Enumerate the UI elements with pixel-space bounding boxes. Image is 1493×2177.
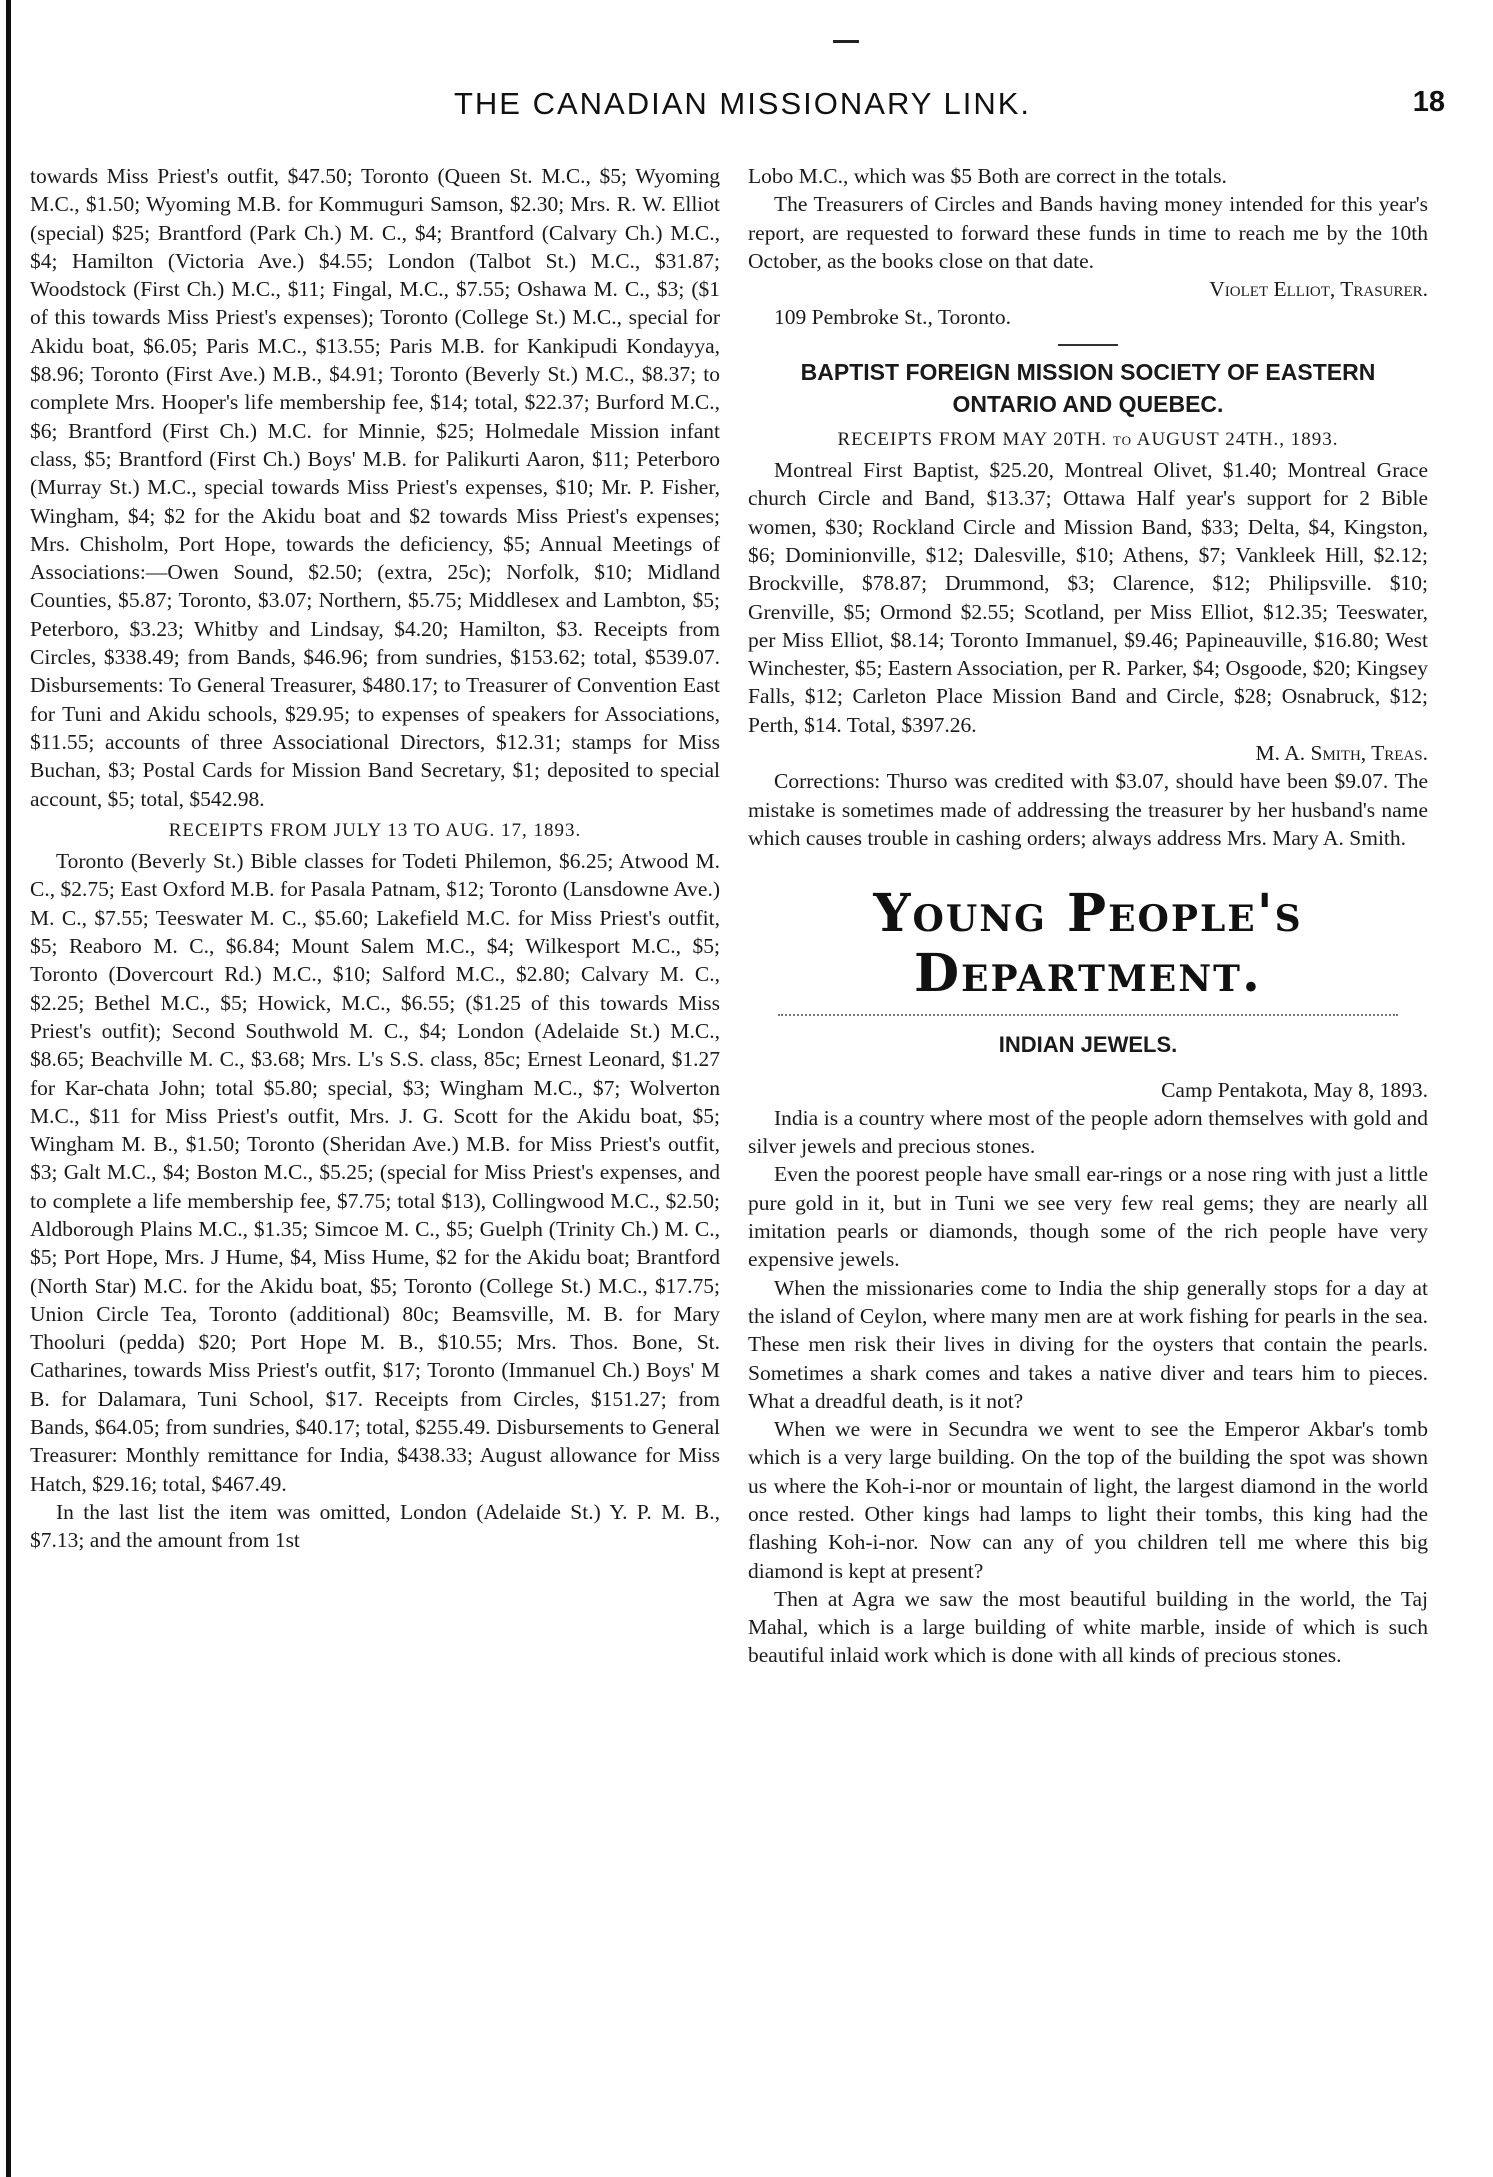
right-column: [748, 162, 1428, 1670]
page-edge-rule: [6, 0, 11, 2177]
correction-paragraph: In the last list the item was omitted, London (Adelaide St.) Y. P. M. B., $7.13; and the amount from 1st: [30, 1499, 720, 1553]
receipts-paragraph-2: Toronto (Beverly St.) Bible classes for Todeti Philemon, $6.25; Atwood M. C., $2.75; East Oxford M.B. for Pasala Patnam, $12; Toronto (Lansdowne Ave.) M. C., $7.55; Teeswater M. C., $5.60; Lakefield M.C. for Miss Priest's outfit, $5; Reaboro M. C., $6.84; Mount Salem M.C., $4; Wilkesport M.C., $5; Toronto (Dovercourt Rd.) M.C., $10; Salford M.C., $2.80; Calvary M. C., $2.25; Bethel M.C., $5; Howick, M.C., $6.55; ($1.25 of this towards Miss Priest's outfit); Second Southwold M. C., $4; London (Adelaide St.) M.C., $8.65; Beachville M. C., $3.68; Mrs. L's S.S. class, 85c; Ernest Leonard, $1.27 for Kar-chata John; total $5.80; special, $3; Wingham M.C., $7; Wolverton M.C., $11 for Miss Priest's outfit, Mrs. J. G. Scott for the Akidu boat, $5; Wingham M. B., $1.50; Toronto (Sheridan Ave.) M.B. for Miss Priest's outfit, $3; Galt M.C., $4; Boston M.C., $5.25; (special for Miss Priest's expenses, and to complete a life membership fee, $7.75; total $13), Collingwood M.C., $2.50; Aldborough Plains M.C., $1.35; Simcoe M. C., $5; Guelph (Trinity Ch.) M. C., $5; Port Hope, Mrs. J Hume, $4, Miss Hume, $2 for the Akidu boat; Brantford (North Star) M.C. for the Akidu boat, $5; Toronto (College St.) M.C., $17.75; Union Circle Tea, Toronto (additional) 80c; Beamsville, M. B. for Mary Thooluri (pedda) $20; Port Hope M. B., $10.55; Mrs. Thos. Bone, St. Catharines, towards Miss Priest's outfit, $17; Toronto (Immanuel Ch.) Boys' M B. for Dalamara, Tuni School, $17. Receipts from Circles, $151.27; from Bands, $64.05; from sundries, $40.17; total, $255.49. Disbursements to General Treasurer: Monthly remittance for India, $438.33; August allowance for Miss Hatch, $29.16; total, $467.49.: [30, 849, 720, 1496]
section-divider: [1058, 344, 1118, 346]
article-heading: INDIAN JEWELS.: [998, 1032, 1178, 1058]
dotted-divider: [778, 1014, 1398, 1017]
treasurer-address: 109 Pembroke St., Toronto.: [774, 305, 1011, 330]
article-paragraph-5: Then at Agra we saw the most beautiful building in the world, the Taj Mahal, which is a large building of white marble, inside of which is such beautiful inlaid work which is done with all kinds of precious stones.: [748, 1586, 1428, 1668]
article-paragraph-2: Even the poorest people have small ear-rings or a nose ring with just a little pure gold in it, but in Tuni we see very few real gems; they are nearly all imitation pearls or diamonds, though some of the rich people have very expensive jewels.: [748, 1162, 1428, 1272]
receipts-paragraph-1: towards Miss Priest's outfit, $47.50; Toronto (Queen St. M.C., $5; Wyoming M.C., $1.50; Wyoming M.B. for Kommuguri Samson, $2.30; Mrs. R. W. Elliot (special) $25; Brantford (Park Ch.) M. C., $4; Brantford (Calvary Ch.) M.C., $4; Hamilton (Victoria Ave.) $4.55; London (Talbot St.) M.C., $31.87; Woodstock (First Ch.) M.C., $11; Fingal, M.C., $7.55; Oshawa M. C., $3; ($1 of this towards Miss Priest's expenses); Toronto (College St.) M.C., special for Akidu boat, $6.05; Paris M.C., $13.55; Paris M.B. for Kankipudi Kondayya, $8.96; Toronto (First Ave.) M.B., $4.91; Toronto (Beverly St.) M.C., $8.37; to complete Mrs. Hooper's life membership fee, $14; total, $22.37; Burford M.C., $6; Brantford (First Ch.) M.C. for Minnie, $25; Holmedale Mission infant class, $5; Brantford (First Ch.) Boys' M.B. for Palikurti Aaron, $11; Peterboro (Murray St.) M.C., special towards Miss Priest's expenses, $10; Mr. P. Fisher, Wingham, $4; $2 for the Akidu boat and $2 towards Miss Priest's expenses; Mrs. Chisholm, Port Hope, towards the deficiency, $5; Annual Meetings of Associations:—Owen Sound, $2.50; (extra, 25c); Norfolk, $10; Midland Counties, $5.87; Toronto, $3.07; Northern, $5.75; Middlesex and Lambton, $5; Peterboro, $3.23; Whitby and Lindsay, $4.20; Hamilton, $3. Receipts from Circles, $338.49; from Bands, $46.96; from sundries, $153.62; total, $539.07. Disbursements: To General Treasurer, $480.17; to Treasurer of Convention East for Tuni and Akidu schools, $29.95; to expenses of speakers for Associations, $11.55; accounts of three Associational Directors, $12.31; stamps for Miss Buchan, $3; Postal Cards for Mission Band Secretary, $1; deposited to special account, $5; total, $542.98.: [30, 164, 720, 811]
page-header: [40, 86, 1445, 126]
treasurer-signature: Violet Elliot, Trasurer.: [1209, 277, 1428, 302]
receipts-paragraph-eastern: Montreal First Baptist, $25.20, Montreal Olivet, $1.40; Montreal Grace church Circle and Band, $13.37; Ottawa Half year's support for 2 Bible women, $30; Rockland Circle and Mission Band, $33; Delta, $4, Kingston, $6; Dominionville, $12; Dalesville, $10; Athens, $7; Vankleek Hill, $2.12; Brockville, $78.87; Drummond, $3; Clarence, $12; Philipsville. $10; Grenville, $5; Ormond $2.55; Scotland, per Miss Elliot, $12.35; Teeswater, per Miss Elliot, $8.14; Toronto Immanuel, $9.46; Papineauville, $16.80; West Winchester, $5; Eastern Association, per R. Parker, $4; Osgoode, $20; Kingsey Falls, $12; Carleton Place Mission Band and Circle, $28; Osnabruck, $12; Perth, $14. Total, $397.26.: [748, 458, 1428, 737]
receipts-heading-may: RECEIPTS FROM MAY 20TH. to AUGUST 24TH., 1893.: [837, 428, 1339, 450]
lobo-paragraph: Lobo M.C., which was $5 Both are correct in the totals.: [748, 164, 1227, 188]
article-paragraph-3: When the missionaries come to India the ship generally stops for a day at the island of Ceylon, where many men are at work fishing for pearls in the sea. These men risk their lives in diving for the oysters that contain the pearls. Sometimes a shark comes and takes a native diver and tears him to pieces. What a dreadful death, is it not?: [748, 1275, 1428, 1413]
article-paragraph-4: When we were in Secundra we went to see the Emperor Akbar's tomb which is a very large building. On the top of the building the spot was shown us where the Koh-i-nor or mountain of light, the largest diamond in the world once rested. Other kings had lamps to light their tombs, this king had the flashing Koh-i-nor. Now can any of you children tell me where this big diamond is kept at present?: [748, 1417, 1428, 1583]
treasurers-notice: The Treasurers of Circles and Bands having money intended for this year's report, are requested to forward these funds in time to reach me by the 10th October, as the books close on that date.: [748, 192, 1428, 273]
left-column: [30, 162, 720, 1555]
corrections-paragraph: Corrections: Thurso was credited with $3.07, should have been $9.07. The mistake is sometimes made of addressing the treasurer by her husband's name which causes trouble in cashing orders; always address Mrs. Mary A. Smith.: [748, 769, 1428, 850]
article-paragraph-1: India is a country where most of the people adorn themselves with gold and silver jewels and precious stones.: [748, 1105, 1428, 1159]
top-mark: [833, 40, 859, 43]
society-heading: BAPTIST FOREIGN MISSION SOCIETY OF EASTERN ONTARIO AND QUEBEC.: [800, 358, 1376, 417]
department-title: Young People's Department.: [873, 883, 1303, 1005]
receipts-heading-july: RECEIPTS FROM JULY 13 TO AUG. 17, 1893.: [168, 819, 582, 841]
journal-title: THE CANADIAN MISSIONARY LINK.: [453, 86, 1032, 121]
treasurer-signature-2: M. A. Smith, Treas.: [1255, 741, 1428, 766]
dateline: Camp Pentakota, May 8, 1893.: [1161, 1077, 1428, 1102]
page-number: 18: [1412, 86, 1445, 118]
